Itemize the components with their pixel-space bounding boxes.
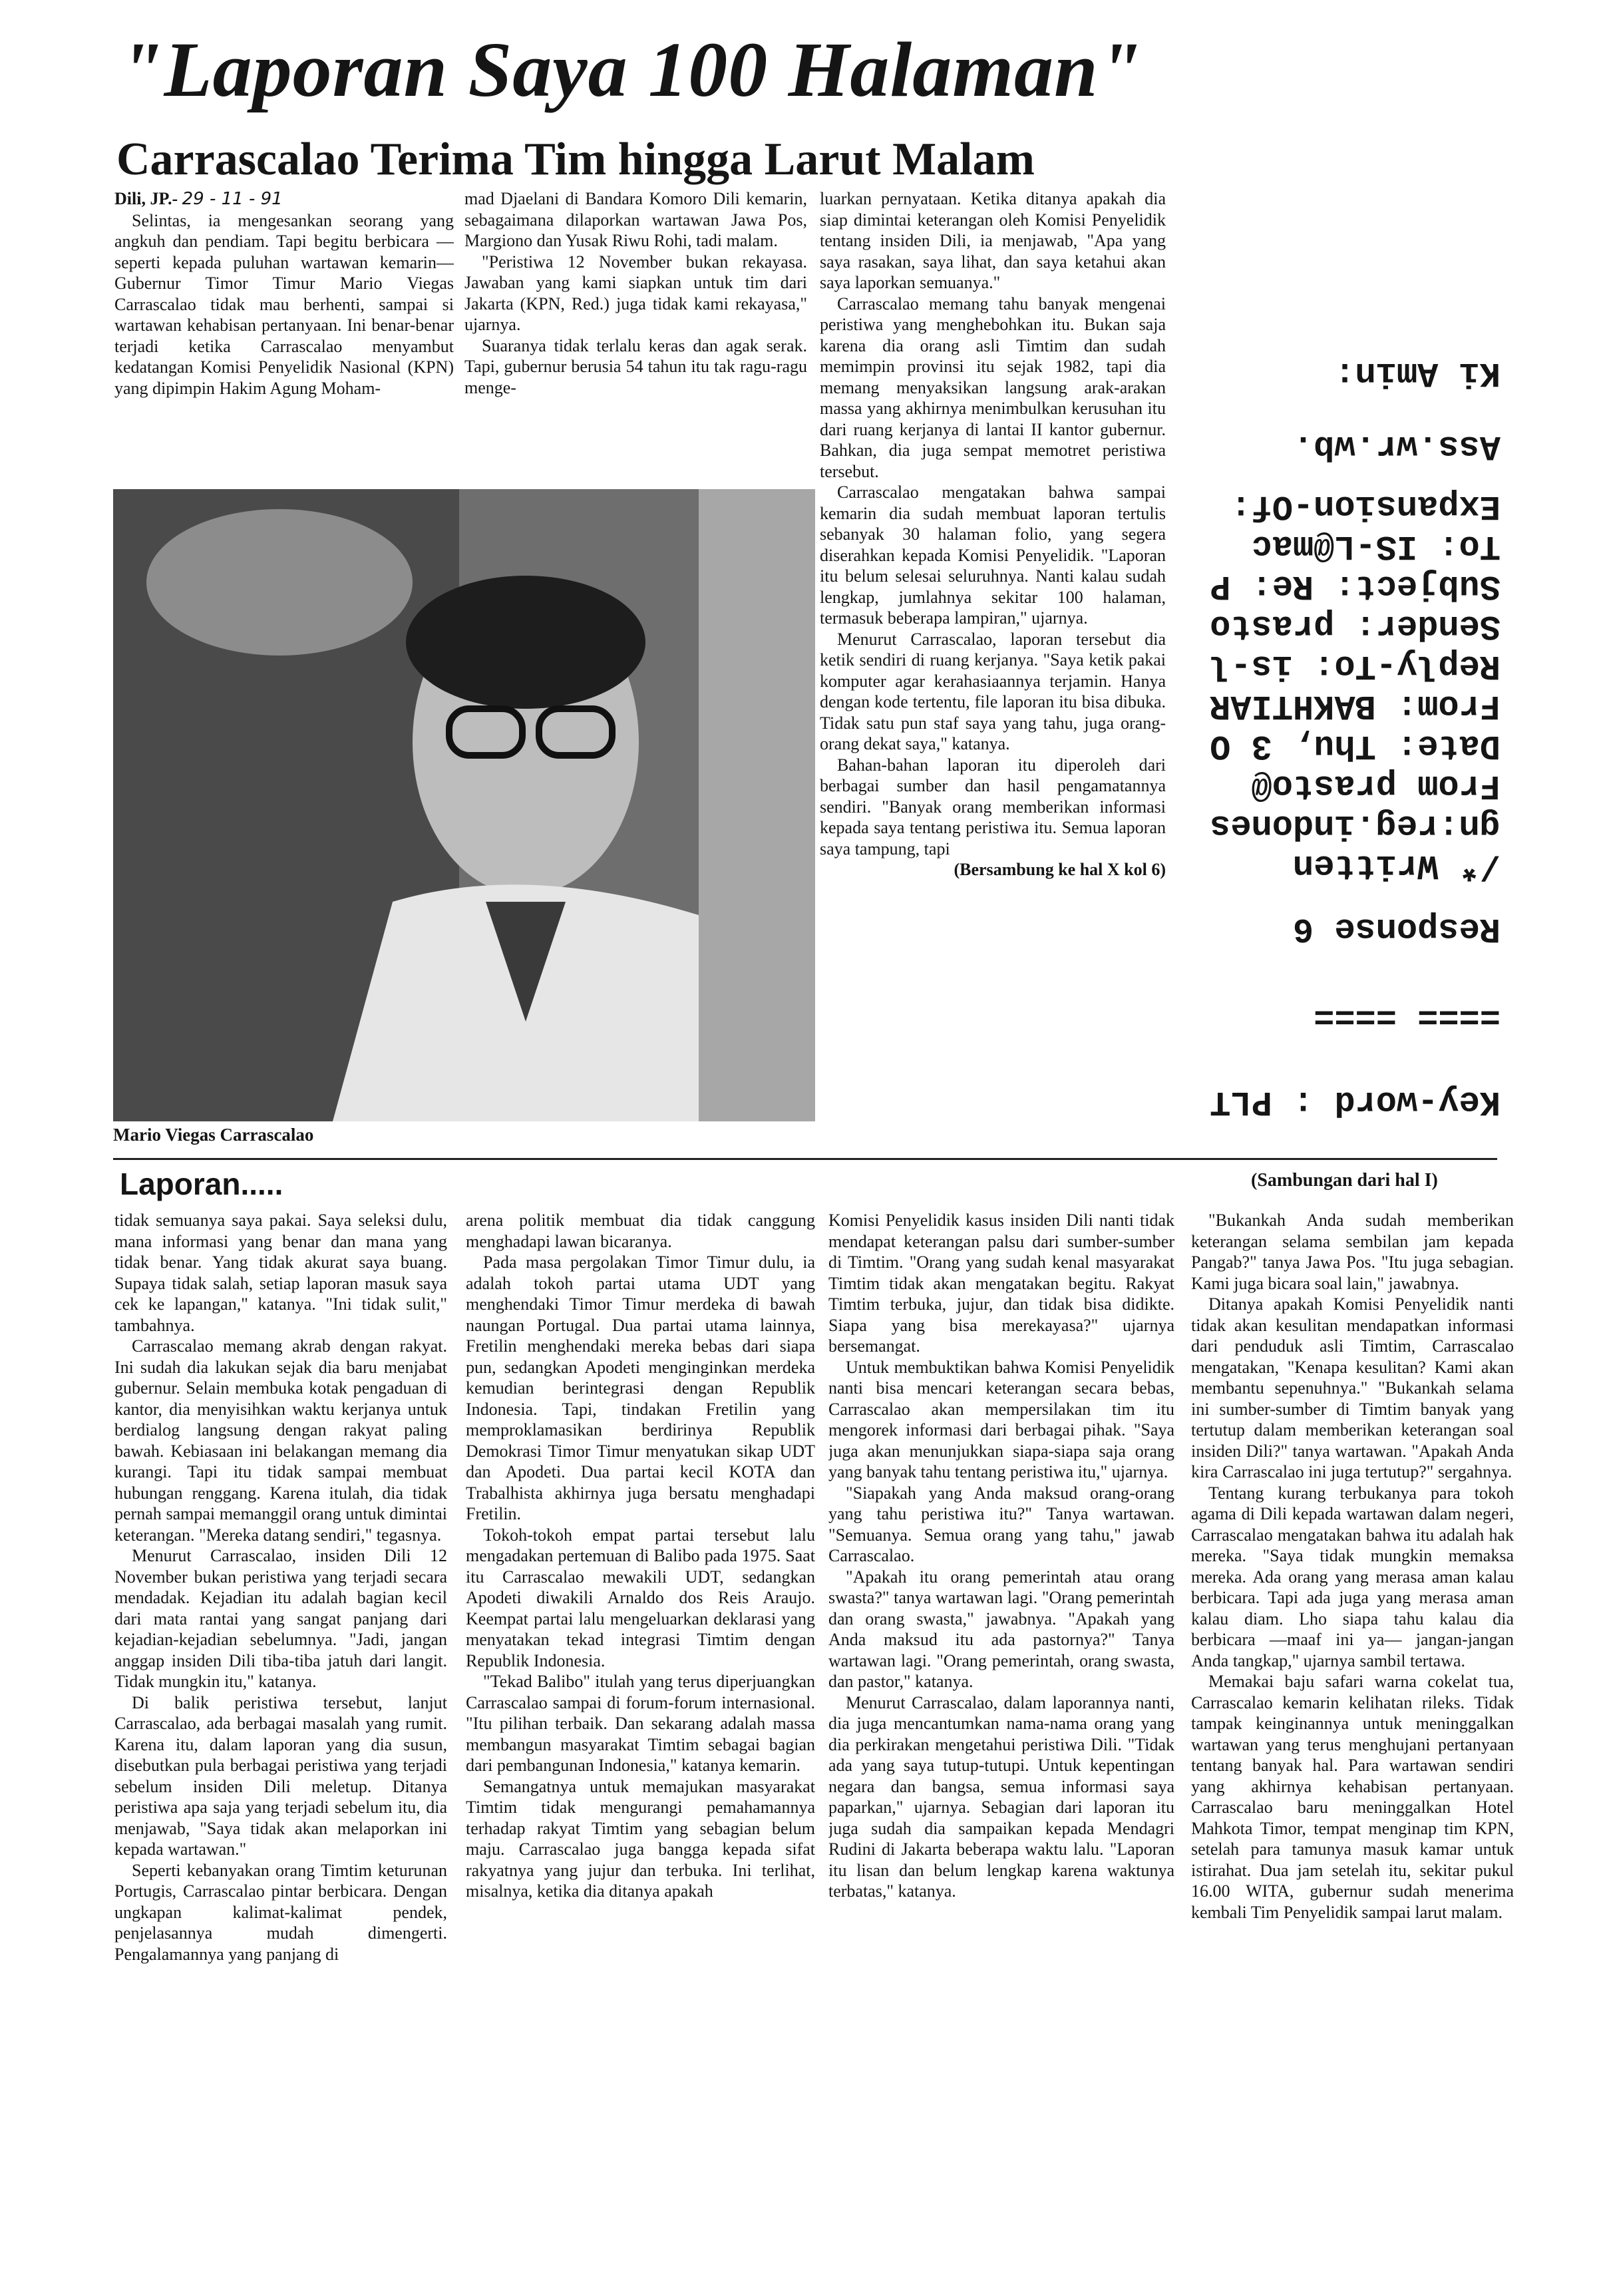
email-line: Response 6 xyxy=(1292,909,1501,948)
email-line: gn:reg.indones xyxy=(1210,806,1501,845)
bottom-column-1 xyxy=(114,1210,447,2275)
paragraph: Carrascalao memang akrab dengan rakyat. Ini sudah dia lakukan sejak dia baru menjabat gubernur. Selain membuka kotak pengaduan di kantor, dia menyisihkan waktu kerjanya untuk berdialog langsung dengan rakyat paling bawah. Kebiasaan ini belakangan memang dia kurangi. Tapi itu tidak sampai membuat hubungan renggang. Karena itulah, dia tidak pernah sampai memanggil orang untuk dimintai keterangan. "Mereka datang sendiri," tegasnya. xyxy=(114,1336,447,1545)
paragraph: Carrascalao memang tahu banyak mengenai peristiwa yang menghebohkan itu. Bukan saja karena dia orang asli Timtim dan sudah memimpin provinsi itu sejak 1982, tapi dia memang menyaksikan langsung arak-arakan massa yang akhirnya menimbulkan kerusuhan itu dari ruang kerjanya di lantai II kantor gubernur. Bahkan, dia juga sempat memotret peristiwa tersebut. xyxy=(820,293,1166,481)
paragraph: Bahan-bahan laporan itu diperoleh dari berbagai sumber dan hasil pengamatannya sendiri. "Banyak orang memberikan informasi kepada saya tentang peristiwa itu. Semua laporan saya tampung, tapi xyxy=(820,755,1166,859)
email-line: Ki Amin: xyxy=(1334,353,1501,393)
paragraph: Komisi Penyelidik kasus insiden Dili nanti tidak mendapat keterangan palsu dari sumber-sumber di Timtim. "Orang yang sudah kenal masyarakat Timtim tidak akan mengatakan begitu. Rakyat Timtim terbuka, jujur, dan tidak bisa didikte. Siapa yang bisa merekayasa?" ujarnya bersemangat. xyxy=(828,1211,1174,1356)
paragraph: Pada masa pergolakan Timor Timur dulu, ia adalah tokoh partai utama UDT yang menghendaki Timor Timur merdeka di bawah naungan Portugal. Dua partai utama lainnya, Fretilin menghendaki mereka bebas dari siapa pun, sedangkan Apodeti menginginkan merdeka kemudian berintegrasi dengan Republik Indonesia. Tapi, tindakan Fretilin yang memproklamasikan berdirinya Republik Demokrasi Timor Timur menyatukan sikap UDT dan Apodeti. Dua partai kecil KOTA dan Trabalhista akhirnya juga bersatu menghadapi Fretilin. xyxy=(466,1252,815,1523)
paragraph: Tentang kurang terbukanya para tokoh agama di Dili kepada wartawan dalam negeri, Carrascalao mengatakan bahwa itu adalah hak mereka. "Saya tidak mungkin memaksa mereka. Ada orang yang merasa aman kalau berbicara. Tapi ada juga yang merasa aman kalau diam. Lho siapa tahu kalau dia berbicara —maaf ini ya— jangan-jangan Anda tangkap," ujarnya sambil tertawa. xyxy=(1191,1483,1514,1670)
paragraph: arena politik membuat dia tidak canggung menghadapi lawan bicaranya. xyxy=(466,1211,815,1251)
section-title: Laporan..... xyxy=(120,1167,283,1201)
rotated-email-block xyxy=(1168,353,1501,1121)
email-line: Ass.wr.wb. xyxy=(1292,427,1501,466)
email-line: From prasto@ xyxy=(1251,766,1501,805)
email-line: Reply-To: is-l xyxy=(1210,646,1501,685)
dateline: Dili, JP.- xyxy=(114,189,178,208)
continued-note: (Bersambung ke hal X kol 6) xyxy=(954,860,1166,879)
paragraph: "Tekad Balibo" itulah yang terus diperjuangkan Carrascalao sampai di forum-forum internasional. "Itu pilihan terbaik. Dan sekarang adalah massa membangun masyarakat Timtim sebagai bagian dari pembangunan Indonesia," katanya kemarin. xyxy=(466,1672,815,1775)
email-line: Expansion-Of: xyxy=(1230,486,1501,526)
paragraph: Memakai baju safari warna cokelat tua, Carrascalao kemarin kelihatan rileks. Tidak tampak keinginannya untuk meninggalkan wartawan yang terus menghujani pertanyaan tentang banyak hal. Para wartawan sendiri yang akhirnya kehabisan pertanyaan. Carrascalao baru meninggalkan Hotel Mahkota Timor, tempat menginap tim KPN, setelah para tamunya masuk kamar untuk istirahat. Dua jam setelah itu, sekitar pukul 16.00 WITA, gubernur sudah menerima kembali Tim Penyelidik sampai larut malam. xyxy=(1191,1672,1514,1922)
paragraph: tidak semuanya saya pakai. Saya seleksi dulu, mana informasi yang benar dan mana yang tidak benar. Yang tidak akurat saya buang. Supaya tidak salah, setiap laporan masuk saya cek ke lapangan," katanya. "Ini tidak sulit," tambahnya. xyxy=(114,1211,447,1335)
paragraph: "Peristiwa 12 November bukan rekayasa. Jawaban yang kami siapkan untuk tim dari Jakarta (KPN, Red.) juga tidak kami rekayasa," ujarnya. xyxy=(464,252,807,334)
bottom-column-4 xyxy=(1191,1210,1514,2275)
paragraph: Untuk membuktikan bahwa Komisi Penyelidik nanti bisa mencari keterangan secara bebas, Carrascalao akan mempersilakan tim itu mengorek informasi dari berbagai pihak. "Saya juga akan menunjukkan siapa-siapa saja orang yang banyak tahu tentang peristiwa itu," ujarnya. xyxy=(828,1357,1174,1481)
top-column-3 xyxy=(820,188,1166,1133)
paragraph: "Apakah itu orang pemerintah atau orang swasta?" tanya wartawan lagi. "Orang pemerintah dan orang swasta," jawabnya. "Apakah yang Anda maksud itu ada pastornya?" Tanya wartawan lagi. "Orang pemerintah, orang swasta, dan pastor," katanya. xyxy=(828,1567,1174,1691)
email-line: To: IS-L@mac xyxy=(1251,526,1501,566)
paragraph: Ditanya apakah Komisi Penyelidik nanti tidak akan kesulitan mendapatkan informasi dari penduduk asli Timtim, Carrascalao mengatakan, "Kenapa kesulitan? Kami akan membantu sepenuhnya." "Bukankah selama ini sumber-sumber di Timtim banyak yang tertutup dalam memberikan keterangan soal insiden Dili?" tanya wartawan. "Apakah Anda kira Carrascalao ini juga tertutup?" sergahnya. xyxy=(1191,1294,1514,1481)
top-column-2 xyxy=(464,188,807,481)
paragraph: Seperti kebanyakan orang Timtim keturunan Portugis, Carrascalao pintar berbicara. Dengan ungkapan kalimat-kalimat pendek, penjelasannya mudah dimengerti. Pengalamannya yang panjang di xyxy=(114,1860,447,1964)
paragraph: Menurut Carrascalao, laporan tersebut dia ketik sendiri di ruang kerjanya. "Saya ketik pakai komputer agar kerahasiaannya terjamin. Hanya dengan kode tertentu, file laporan itu bisa dibuka. Tidak satu pun staf saya yang tahu, juga orang-orang dekat saya," katanya. xyxy=(820,629,1166,753)
bottom-column-3 xyxy=(828,1210,1174,2275)
paragraph: mad Djaelani di Bandara Komoro Dili kemarin, sebagaimana dilaporkan wartawan Jawa Pos, Margiono dan Yusak Riwu Rohi, tadi malam. xyxy=(464,189,807,250)
email-line: ==== ==== xyxy=(1314,996,1501,1035)
subheadline: Carrascalao Terima Tim hingga Larut Malam xyxy=(116,134,1035,185)
photo-portrait xyxy=(113,489,815,1121)
paragraph: Menurut Carrascalao, insiden Dili 12 November bukan peristiwa yang terjadi secara mendadak. Kejadian itu adalah bagian kecil dari mata rantai yang sangat panjang dari kejadian-kejadian sebelumnya. "Jadi, jangan anggap insiden Dili tiba-tiba jatuh dari langit. Tidak mungkin itu," katanya. xyxy=(114,1546,447,1691)
email-line: From: BAKHTIAR xyxy=(1210,686,1501,725)
paragraph: "Siapakah yang Anda maksud orang-orang yang tahu peristiwa itu?" Tanya wartawan. "Semuanya. Semua orang yang tahu," jawab Carrascalao. xyxy=(828,1483,1174,1565)
email-line: Date: Thu, 3 O xyxy=(1210,726,1501,765)
paragraph: Menurut Carrascalao, dalam laporannya nanti, dia juga mencantumkan nama-nama orang yang dia perkirakan mengetahui peristiwa Dili. "Tidak ada yang saya tutup-tutupi. Untuk kepentingan negara dan bangsa, semua informasi saya paparkan," ujarnya. Sebagian dari laporan itu juga sudah dia sampaikan kepada Mendagri Rudini di Jakarta beberapa waktu lalu. "Laporan itu lisan dan belum lengkap karena waktunya terbatas," katanya. xyxy=(828,1692,1174,1901)
paragraph: Tokoh-tokoh empat partai tersebut lalu mengadakan pertemuan di Balibo pada 1975. Saat itu Carrascalao mewakili UDT, sedangkan Apodeti diwakili Arnaldo dos Reis Araujo. Keempat partai lalu mengeluarkan deklarasi yang menyatakan tekad integrasi Timtim dengan Republik Indonesia. xyxy=(466,1525,815,1670)
email-line: Key-word : PLT xyxy=(1210,1082,1501,1121)
paragraph: Di balik peristiwa tersebut, lanjut Carrascalao, ada berbagai masalah yang rumit. Karena itu, dalam laporan yang dia susun, disebutkan pula berbagai peristiwa yang terjadi sebelum insiden Dili meletup. Ditanya peristiwa apa saja yang terjadi sebelum itu, dia menjawab, "Saya tidak akan melaporkan ini kepada wartawan." xyxy=(114,1692,447,1859)
photo-caption: Mario Viegas Carrascalao xyxy=(113,1125,314,1145)
paragraph: luarkan pernyataan. Ketika ditanya apakah dia siap dimintai keterangan oleh Komisi Penyelidik tentang insiden Dili, ia menjawab, "Apa yang saya rasakan, saya lihat, dan saya ketahui akan saya laporkan semuanya." xyxy=(820,189,1166,292)
headline: "Laporan Saya 100 Halaman" xyxy=(120,26,1143,113)
email-line: Sender: prasto xyxy=(1210,606,1501,646)
top-column-1 xyxy=(114,188,454,481)
paragraph: Carrascalao mengatakan bahwa sampai kemarin dia sudah membuat laporan tertulis sebanyak 30 halaman folio, yang segera diserahkan kepada Komisi Penyelidik. "Laporan itu belum selesai seluruhnya. Nanti kalau sudah lengkap, jumlahnya sekitar 100 halaman, termasuk beberapa lampiran," ujarnya. xyxy=(820,482,1166,628)
email-line: /* Written xyxy=(1292,846,1501,885)
portrait-image xyxy=(113,489,815,1121)
handwritten-date: 29 - 11 - 91 xyxy=(182,189,283,209)
section-divider xyxy=(113,1158,1497,1160)
paragraph: Suaranya tidak terlalu keras dan agak serak. Tapi, gubernur berusia 54 tahun itu tak ragu-ragu menge- xyxy=(464,335,807,397)
paragraph: "Bukankah Anda sudah memberikan keterangan selama sembilan jam kepada Pangab?" tanya Jawa Pos. "Itu juga sebagian. Kami juga bicara soal lain," jawabnya. xyxy=(1191,1211,1514,1293)
paragraph: Semangatnya untuk memajukan masyarakat Timtim tidak mengurangi pemahamannya terhadap rakyat Timtim yang sebagian belum maju. Carrascalao juga bangga kepada sifat rakyatnya yang jujur dan terbuka. Ini terlihat, misalnya, ketika dia ditanya apakah xyxy=(466,1776,815,1901)
bottom-column-2 xyxy=(466,1210,815,2275)
email-line: Subject: Re: P xyxy=(1210,566,1501,606)
paragraph: Selintas, ia mengesankan seorang yang angkuh dan pendiam. Tapi begitu berbicara —seperti kepada puluhan wartawan kemarin— Gubernur Timor Timur Mario Viegas Carrascalao tidak mau berhenti, sampai si wartawan kehabisan pertanyaan. Ini benar-benar terjadi ketika Carrascalao menyambut kedatangan Komisi Penyelidik Nasional (KPN) yang dipimpin Hakim Agung Moham- xyxy=(114,210,454,398)
section-continued-from: (Sambungan dari hal I) xyxy=(1251,1170,1438,1191)
